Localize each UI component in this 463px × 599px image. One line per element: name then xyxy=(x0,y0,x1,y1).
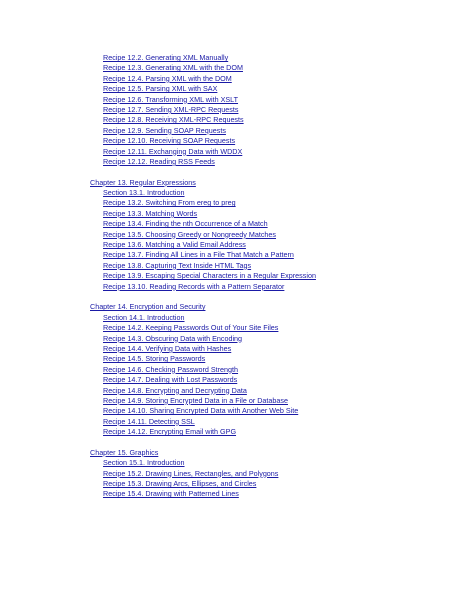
table-of-contents xyxy=(0,53,463,500)
recipe-link[interactable]: Recipe 12.9. Sending SOAP Requests xyxy=(103,125,226,135)
section-gap xyxy=(0,437,463,447)
recipe-link[interactable]: Recipe 12.7. Sending XML-RPC Requests xyxy=(103,104,239,114)
recipe-link[interactable]: Recipe 14.5. Storing Passwords xyxy=(103,354,206,364)
recipe-link[interactable]: Recipe 14.7. Dealing with Lost Passwords xyxy=(103,375,238,385)
section-gap xyxy=(0,292,463,302)
recipe-link[interactable]: Recipe 13.9. Escaping Special Characters in a Regular Expression xyxy=(103,271,316,281)
recipe-link[interactable]: Recipe 12.5. Parsing XML with SAX xyxy=(103,84,218,94)
recipe-link[interactable]: Recipe 14.2. Keeping Passwords Out of Your Site Files xyxy=(103,323,279,333)
recipe-link[interactable]: Recipe 13.3. Matching Words xyxy=(103,208,198,218)
recipe-link[interactable]: Recipe 12.4. Parsing XML with the DOM xyxy=(103,73,232,83)
recipe-link[interactable]: Recipe 12.12. Reading RSS Feeds xyxy=(103,156,215,166)
recipe-link[interactable]: Section 15.1. Introduction xyxy=(103,458,185,468)
recipe-link[interactable]: Recipe 14.6. Checking Password Strength xyxy=(103,364,239,374)
recipe-link[interactable]: Recipe 13.7. Finding All Lines in a File That Match a Pattern xyxy=(103,250,294,260)
recipe-link[interactable]: Recipe 13.2. Switching From ereg to preg xyxy=(103,198,236,208)
recipe-link[interactable]: Recipe 15.2. Drawing Lines, Rectangles, and Polygons xyxy=(103,468,279,478)
chapter-link[interactable]: Chapter 13. Regular Expressions xyxy=(90,177,196,187)
recipe-link[interactable]: Recipe 14.4. Verifying Data with Hashes xyxy=(103,343,232,353)
recipe-link[interactable]: Recipe 12.8. Receiving XML-RPC Requests xyxy=(103,115,244,125)
recipe-link[interactable]: Recipe 12.11. Exchanging Data with WDDX xyxy=(103,146,243,156)
recipe-link[interactable]: Section 14.1. Introduction xyxy=(103,312,185,322)
recipe-link[interactable]: Recipe 14.12. Encrypting Email with GPG xyxy=(103,427,237,437)
recipe-link[interactable]: Recipe 15.4. Drawing with Patterned Lines xyxy=(103,489,239,499)
recipe-link[interactable]: Section 13.1. Introduction xyxy=(103,188,185,198)
recipe-link[interactable]: Recipe 13.8. Capturing Text Inside HTML Tags xyxy=(103,260,252,270)
recipe-link[interactable]: Recipe 15.3. Drawing Arcs, Ellipses, and Circles xyxy=(103,479,257,489)
recipe-link[interactable]: Recipe 12.3. Generating XML with the DOM xyxy=(103,63,243,73)
recipe-link[interactable]: Recipe 12.10. Receiving SOAP Requests xyxy=(103,136,236,146)
recipe-link[interactable]: Recipe 14.8. Encrypting and Decrypting Data xyxy=(103,385,247,395)
recipe-link[interactable]: Recipe 14.11. Detecting SSL xyxy=(103,416,195,426)
recipe-link[interactable]: Recipe 13.6. Matching a Valid Email Address xyxy=(103,240,246,250)
recipe-link[interactable]: Recipe 14.9. Storing Encrypted Data in a File or Database xyxy=(103,395,288,405)
recipe-link[interactable]: Recipe 13.4. Finding the nth Occurrence of a Match xyxy=(103,219,268,229)
recipe-link[interactable]: Recipe 13.5. Choosing Greedy or Nongreedy Matches xyxy=(103,229,276,239)
chapter-link[interactable]: Chapter 15. Graphics xyxy=(90,447,159,457)
recipe-link[interactable]: Recipe 12.6. Transforming XML with XSLT xyxy=(103,94,239,104)
recipe-link[interactable]: Recipe 13.10. Reading Records with a Pattern Separator xyxy=(103,281,285,291)
recipe-link[interactable]: Recipe 12.2. Generating XML Manually xyxy=(103,53,229,62)
recipe-link[interactable]: Recipe 14.10. Sharing Encrypted Data with Another Web Site xyxy=(103,406,299,416)
recipe-link[interactable]: Recipe 14.3. Obscuring Data with Encoding xyxy=(103,333,243,343)
chapter-link[interactable]: Chapter 14. Encryption and Security xyxy=(90,302,206,312)
section-gap xyxy=(0,167,463,177)
